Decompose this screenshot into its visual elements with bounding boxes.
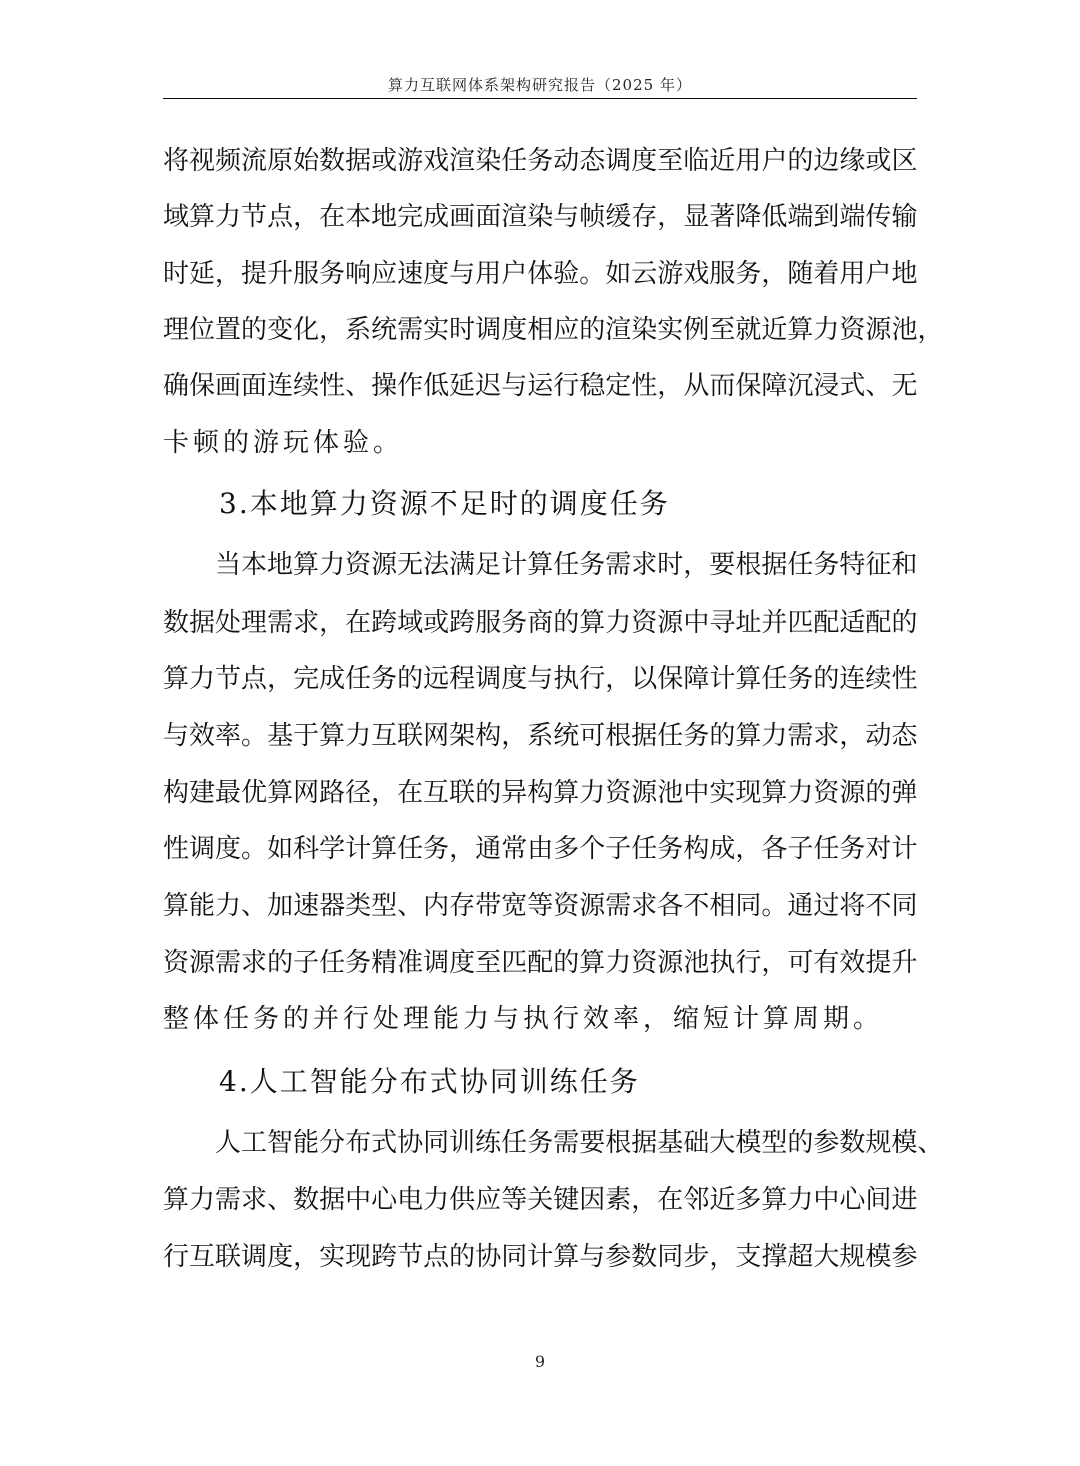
paragraph-line: 数 据 处 理 需 求 ， 在 跨 域 或 跨 服 务 商 的 算 力 资 源 中 寻 址 并 匹 配 适 配 的: [163, 608, 918, 638]
running-header: 算力互联网体系架构研究报告（2025 年）: [388, 76, 692, 94]
page-number: 9: [534, 1352, 546, 1371]
header-rule: [163, 98, 917, 99]
paragraph-line: 将 视 频 流 原 始 数 据 或 游 戏 渲 染 任 务 动 态 调 度 至 临 近 用 户 的 边 缘 或 区: [163, 146, 918, 176]
paragraph-line: 性 调 度 。 如 科 学 计 算 任 务 ， 通 常 由 多 个 子 任 务 构 成 ， 各 子 任 务 对 计: [163, 834, 918, 864]
paragraph-line: 行 互 联 调 度 ， 实 现 跨 节 点 的 协 同 计 算 与 参 数 同 步 ， 支 撑 超 大 规 模 参: [163, 1242, 918, 1272]
paragraph-line: 构 建 最 优 算 网 路 径 ， 在 互 联 的 异 构 算 力 资 源 池 中 实 现 算 力 资 源 的 弹: [163, 778, 918, 808]
paragraph-line: 资 源 需 求 的 子 任 务 精 准 调 度 至 匹 配 的 算 力 资 源 池 执 行 ， 可 有 效 提 升: [163, 948, 918, 978]
paragraph-line: 与 效 率 。 基 于 算 力 互 联 网 架 构 ， 系 统 可 根 据 任 务 的 算 力 需 求 ， 动 态: [163, 721, 918, 751]
paragraph-line: 算 力 节 点 ， 完 成 任 务 的 远 程 调 度 与 执 行 ， 以 保 障 计 算 任 务 的 连 续 性: [163, 664, 918, 694]
paragraph-line: 当 本 地 算 力 资 源 无 法 满 足 计 算 任 务 需 求 时 ， 要 根 据 任 务 特 征 和: [215, 550, 918, 580]
paragraph-line: 理 位 置 的 变 化 ， 系 统 需 实 时 调 度 相 应 的 渲 染 实 例 至 就 近 算 力 资 源 池 ，: [163, 315, 944, 345]
section-heading-4: 4.人工智能分布式协同训练任务: [219, 1065, 640, 1098]
paragraph-line: 算 能 力 、 加 速 器 类 型 、 内 存 带 宽 等 资 源 需 求 各 不 相 同 。 通 过 将 不 同: [163, 891, 918, 921]
paragraph-line: 域 算 力 节 点 ， 在 本 地 完 成 画 面 渲 染 与 帧 缓 存 ， 显 著 降 低 端 到 端 传 输: [163, 202, 918, 232]
paragraph-line: 卡顿的游玩体验。: [163, 428, 404, 458]
paragraph-line: 时 延 ， 提 升 服 务 响 应 速 度 与 用 户 体 验 。 如 云 游 戏 服 务 ， 随 着 用 户 地: [163, 259, 918, 289]
paragraph-line: 人 工 智 能 分 布 式 协 同 训 练 任 务 需 要 根 据 基 础 大 模 型 的 参 数 规 模 、: [215, 1128, 944, 1158]
paragraph-line: 算 力 需 求 、 数 据 中 心 电 力 供 应 等 关 键 因 素 ， 在 邻 近 多 算 力 中 心 间 进: [163, 1185, 918, 1215]
paragraph-line: 确 保 画 面 连 续 性 、 操 作 低 延 迟 与 运 行 稳 定 性 ， 从 而 保 障 沉 浸 式 、 无: [163, 371, 918, 401]
section-heading-3: 3.本地算力资源不足时的调度任务: [219, 487, 670, 520]
paragraph-line: 整体任务的并行处理能力与执行效率，缩短计算周期。: [163, 1004, 884, 1034]
